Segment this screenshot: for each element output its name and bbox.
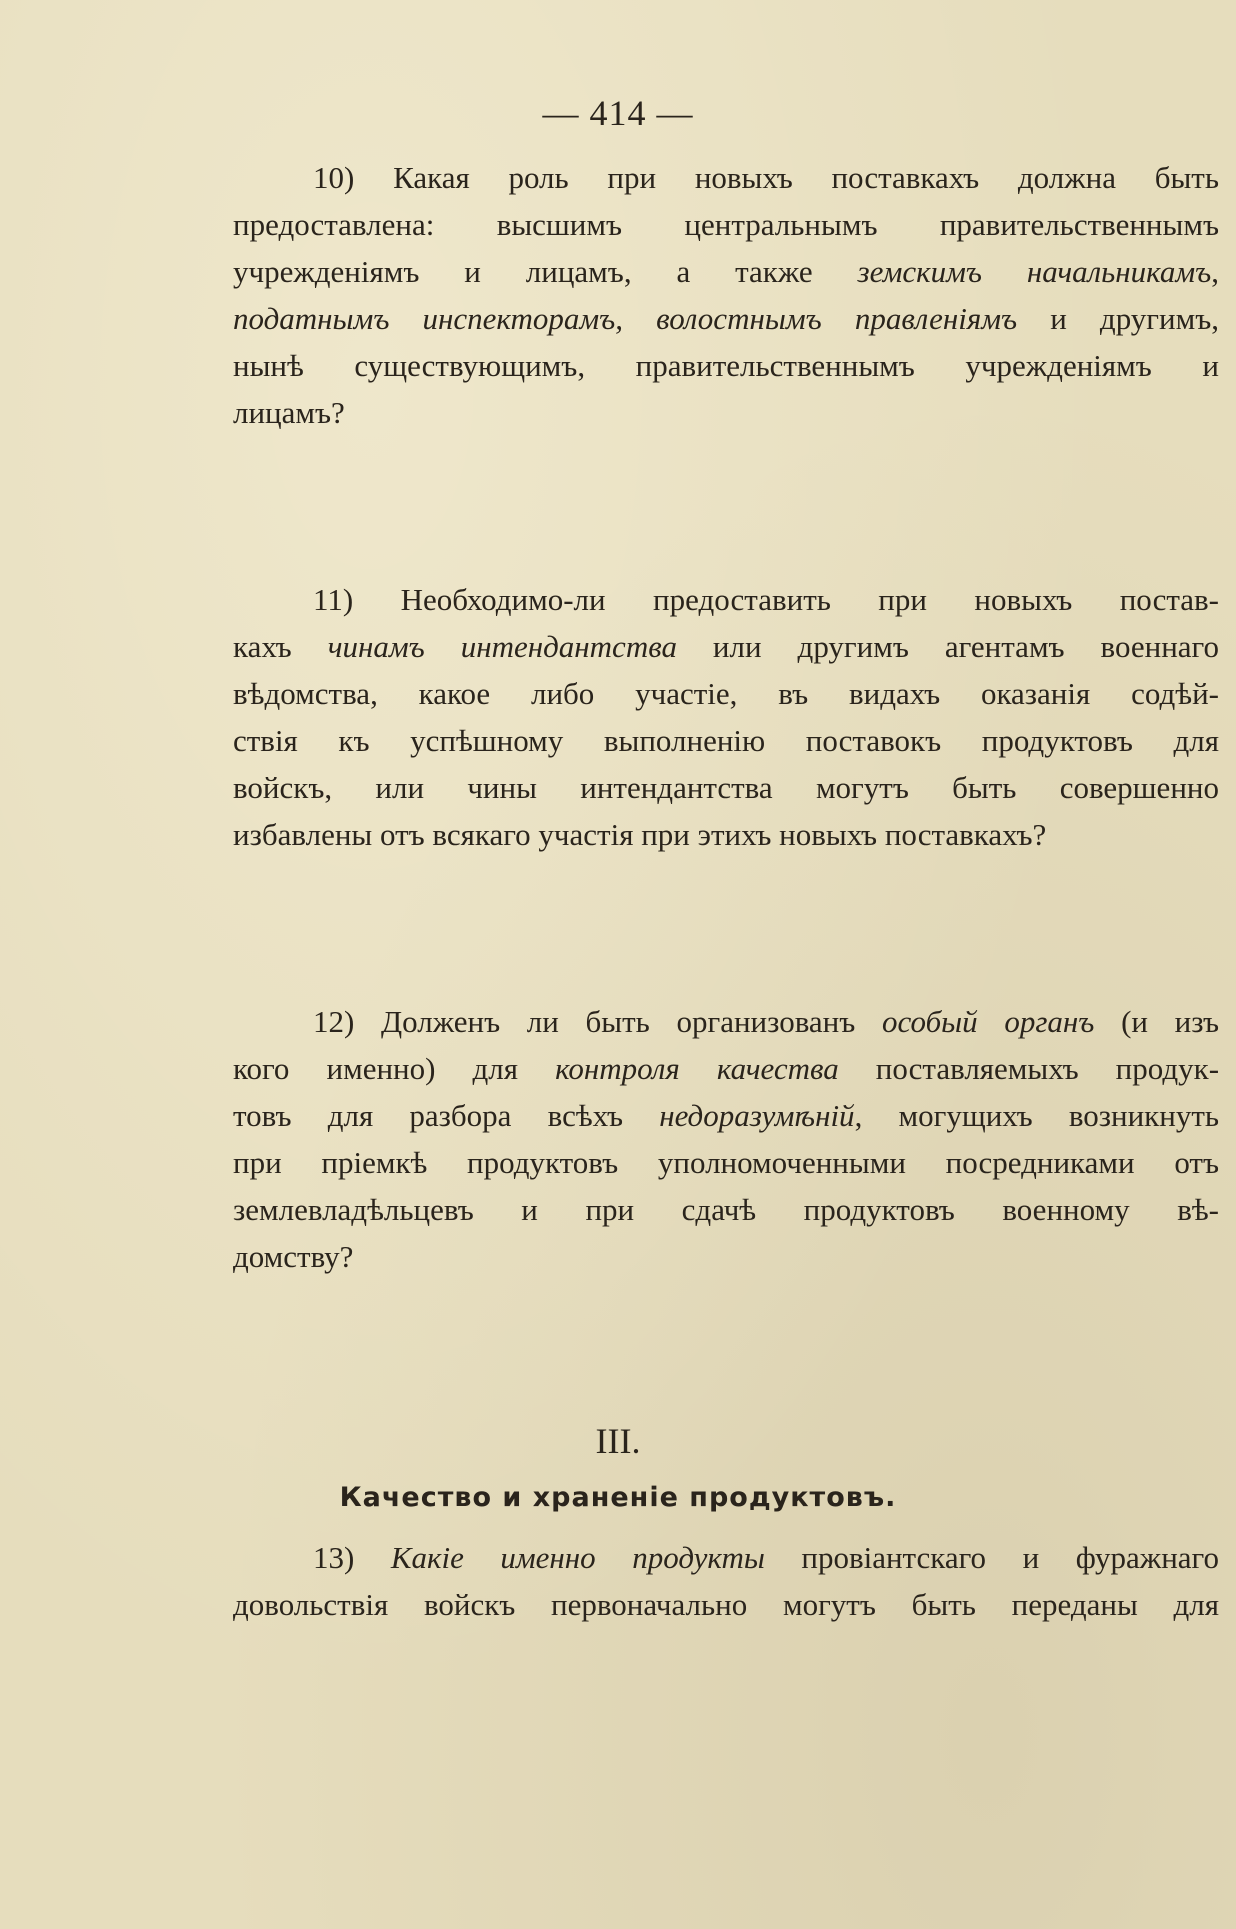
emphasis-text: контроля качества	[555, 1051, 839, 1086]
text-line: домству?	[233, 1239, 354, 1274]
emphasis-text: особый органъ	[881, 1004, 1095, 1039]
text-line: вѣдомства, какое либо участіе, въ видахъ оказанія содѣй-	[233, 676, 1219, 711]
text-line: довольствія войскъ первоначально могутъ быть переданы для	[233, 1587, 1219, 1622]
paragraph-13	[233, 1534, 1219, 1628]
text-line: 11) Необходимо-ли предоставить при новыхъ постав-	[313, 582, 1219, 617]
text-line: землевладѣльцевъ и при сдачѣ продуктовъ военному вѣ-	[233, 1192, 1219, 1227]
paragraph-12	[233, 998, 1219, 1280]
section-title: Качество и храненіе продуктовъ.	[339, 1482, 897, 1513]
emphasis-text: чинамъ интендантства	[327, 629, 677, 664]
text-line: при пріемкѣ продуктовъ уполномоченными посредниками отъ	[233, 1145, 1219, 1180]
text-line: ствія къ успѣшному выполненію поставокъ продуктовъ для	[233, 723, 1219, 758]
emphasis-text: Какіе именно продукты	[390, 1540, 765, 1575]
text-line: нынѣ существующимъ, правительственнымъ учрежденіямъ и	[233, 348, 1219, 383]
text-line: войскъ, или чины интендантства могутъ быть совершенно	[233, 770, 1219, 805]
section-numeral: III.	[595, 1421, 641, 1461]
paragraph-11	[233, 576, 1219, 858]
page-number: — 414 —	[542, 93, 694, 133]
text-line: товъ для разбора всѣхъ недоразумѣній, могущихъ возникнуть	[233, 1098, 1219, 1133]
emphasis-text: земскимъ начальникамъ	[857, 254, 1212, 289]
text-line: 13) Какіе именно продукты провіантскаго и фуражнаго	[313, 1540, 1220, 1575]
text-line: кого именно) для контроля качества поставляемыхъ продук-	[233, 1051, 1220, 1086]
text-line: кахъ чинамъ интендантства или другимъ агентамъ военнаго	[233, 629, 1220, 664]
text-line: лицамъ?	[233, 395, 345, 430]
text-line: 10) Какая роль при новыхъ поставкахъ должна быть	[313, 160, 1219, 195]
paragraph-10	[233, 154, 1219, 436]
emphasis-text: податнымъ инспекторамъ, волостнымъ правленіямъ	[233, 301, 1018, 336]
text-line: 12) Долженъ ли быть организованъ особый органъ (и изъ	[313, 1004, 1219, 1039]
text-line: учрежденіямъ и лицамъ, а также земскимъ начальникамъ,	[233, 254, 1219, 289]
emphasis-text: недоразумѣній	[659, 1098, 855, 1133]
text-line: избавлены отъ всякаго участія при этихъ новыхъ поставкахъ?	[233, 817, 1047, 852]
text-line: предоставлена: высшимъ центральнымъ правительственнымъ	[233, 207, 1219, 242]
text-line: податнымъ инспекторамъ, волостнымъ правленіямъ и другимъ,	[233, 301, 1219, 336]
